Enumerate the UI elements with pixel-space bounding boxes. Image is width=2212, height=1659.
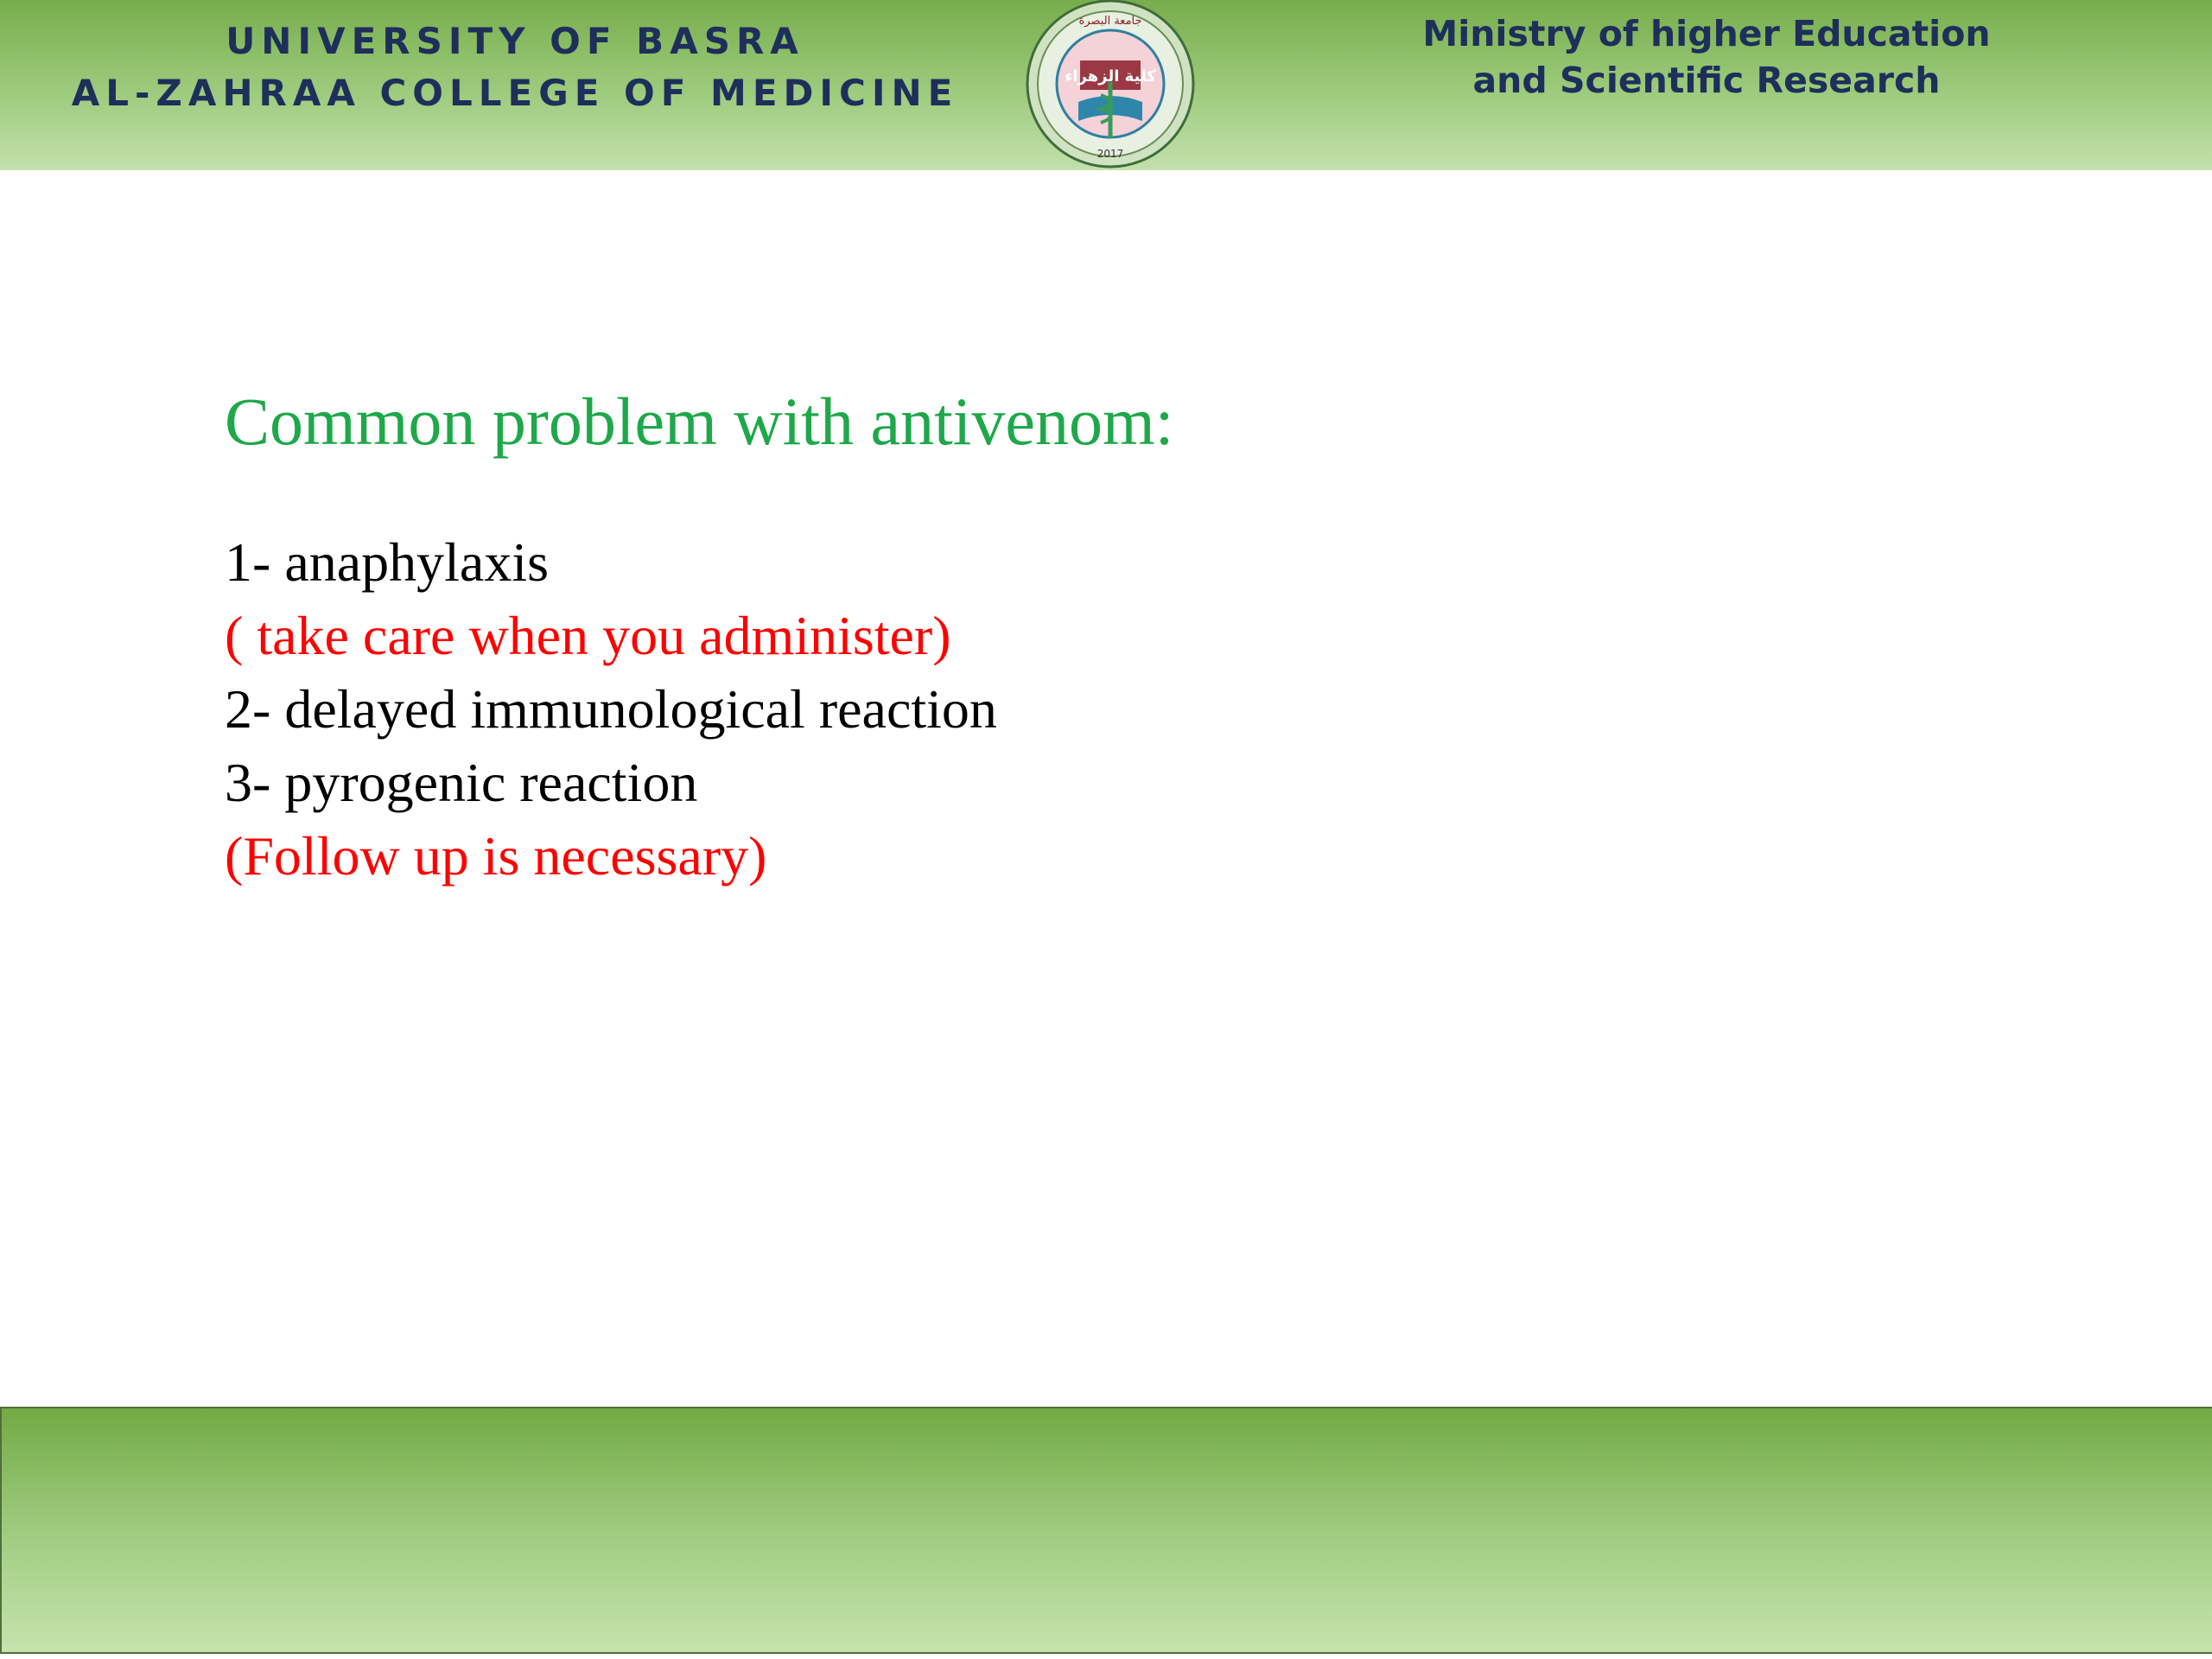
note-administer-care: ( take care when you administer) <box>225 605 951 666</box>
list-item-anaphylaxis: 1- anaphylaxis <box>225 531 549 593</box>
problem-list <box>225 525 2039 893</box>
svg-text:جامعة البصرة: جامعة البصرة <box>1078 15 1142 28</box>
footer-band <box>0 1407 2212 1654</box>
ministry-line-1: Ministry of higher Education <box>1422 13 1991 54</box>
header-band <box>0 0 2212 170</box>
slide-heading: Common problem with antivenom: <box>225 384 1174 459</box>
list-item-delayed-reaction: 2- delayed immunological reaction <box>225 678 997 740</box>
ministry-title <box>1417 10 1996 104</box>
svg-text:كلية الزهراء: كلية الزهراء <box>1065 67 1156 86</box>
university-name: UNIVERSITY OF BASRA <box>226 20 804 62</box>
note-follow-up: (Follow up is necessary) <box>225 825 767 887</box>
ministry-line-2: and Scientific Research <box>1472 60 1941 101</box>
slide-content <box>225 380 2039 893</box>
university-title <box>57 16 973 119</box>
college-seal-icon <box>1011 0 1210 168</box>
svg-text:2017: 2017 <box>1096 148 1124 160</box>
college-name: AL-ZAHRAA COLLEGE OF MEDICINE <box>71 72 959 114</box>
list-item-pyrogenic-reaction: 3- pyrogenic reaction <box>225 752 698 813</box>
